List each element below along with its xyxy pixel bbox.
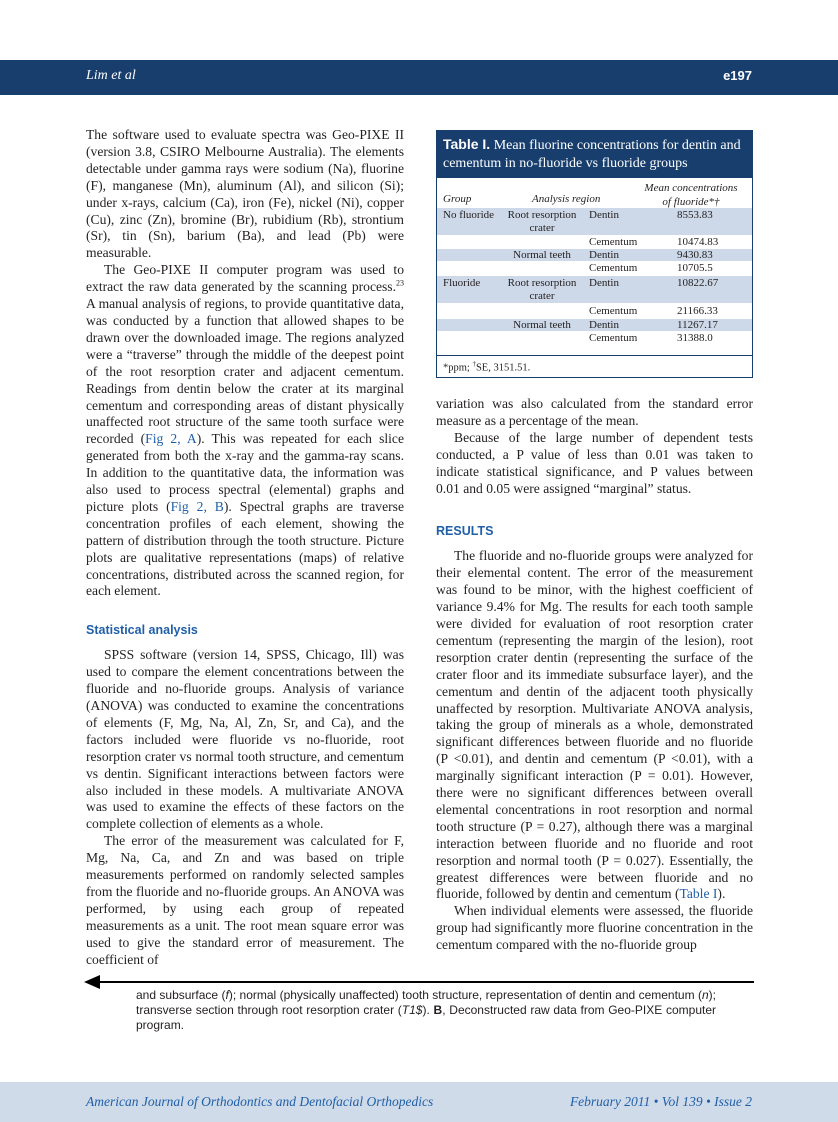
table-link[interactable]: Table I [679,886,718,902]
footnote-mark: † [472,360,476,368]
cell-region: Normal teeth [513,249,571,261]
paragraph: The error of the measurement was calculated for F, Mg, Na, Ca, and Zn and was based on triple measurements performed on randomly selected samples from the fluoride and no-fluoride groups. An ANOVA was performed, by using each group of repeated measurements as a unit. The root mean square error was used to give the standard error of measurement. The coefficient of [86,833,404,967]
cell-value: 8553.83 [677,209,713,221]
paragraph: Because of the large number of dependent tests conducted, a P value of less than 0.01 was taken to indicate statistical significance, and P values between 0.01 and 0.05 were assigned “marginal” status. [436,429,753,496]
table-1 [436,130,753,378]
cell-region: Root resorption crater [507,277,577,302]
cell-tissue: Cementum [589,262,638,274]
cell-value: 11267.17 [677,319,718,331]
caption-symbol: f [225,988,229,1002]
paragraph: variation was also calculated from the standard error measure as a percentage of the mean. [436,396,753,428]
text-run: ). [717,886,726,902]
header-line: of fluoride*† [662,196,720,208]
table-title: Mean fluorine concentrations for dentin and cementum in no-fluoride vs fluoride groups [443,138,741,171]
caption-symbol: T1$ [401,1003,423,1017]
text-run: The fluoride and no-fluoride groups were analyzed for their elemental content. The error of the measurement was found to be minor, with the highest coefficient of variance 9.4% for Mg. The results for each tooth sample were divided for evaluation of root resorption crater cementum (representing the margin of the lesion), root resorption crater dentin (representing the surface of the crater floor and its immediate subsurface layer), and the cementum and dentin of the adjacent tooth physically unaffected by resorption. Multivariate ANOVA analysis, taking the group of minerals as a whole, demonstrated significant differences between fluoride and no fluoride (P <0.01), and dentin and cementum (P <0.01), with a marginally significant interaction (P = 0.01). However, there were no significant differences between overall elemental concentrations in root resorption and normal tooth structure (P = 0.27), although there was a marginal interaction between fluoride and no fluoride and root resorption and normal tooth (P = 0.027). Essentially, the greatest differences were between fluoride and no fluoride, followed by dentin and cementum ( [436,548,753,902]
caption-panel-label: B [433,1003,443,1017]
journal-name: American Journal of Orthodontics and Dentofacial Orthopedics [86,1094,434,1109]
caption-text: , Deconstructed raw data from Geo-PIXE computer program. [136,1003,716,1032]
section-heading-results: RESULTS [436,524,494,539]
table-row [437,208,752,235]
arrow-head-icon [84,975,100,989]
text-run: ). Spectral graphs are traverse concentration profiles of each element, showing the pattern of distribution through the tooth structure. Picture plots are qualitative representations (maps) of relative concentrations, distributed across the scanned region, for each element. [86,498,404,599]
page-number: e197 [723,68,752,83]
cell-tissue: Dentin [589,249,619,261]
caption-text: ). [422,1003,434,1017]
cell-value: 9430.83 [677,249,713,261]
figure-link[interactable]: Fig 2, A [145,431,197,447]
table-row [437,236,752,248]
figure-caption [136,988,716,1033]
running-title: Lim et al [86,68,136,83]
table-footnote [437,355,752,377]
caption-text: and subsurface ( [136,988,226,1002]
right-column [436,396,753,954]
header-line: Mean concentrations [644,182,738,194]
cell-value: 10822.67 [677,277,719,289]
figure-link[interactable]: Fig 2, B [170,498,224,514]
paragraph [86,262,404,600]
cell-tissue: Cementum [589,236,638,248]
text-run: The Geo-PIXE II computer program was used to extract the raw data generated by the scanning process. [86,262,404,295]
table-row [437,332,752,344]
paragraph: SPSS software (version 14, SPSS, Chicago, Ill) was used to compare the element concentrations between the fluoride and no-fluoride groups. Analysis of variance (ANOVA) was conducted to examine the concentrations of elements (F, Mg, Na, Al, Zn, Sr, and Ca), and the factors included were fluoride vs no-fluoride, root resorption crater vs normal tooth structure, and cementum vs dentin. Significant interactions between factors were also included in these models. A multivariate ANOVA was used to examine the effects of these factors on the complete collection of elements as a whole. [86,647,404,832]
table-row [437,319,752,331]
cell-tissue: Dentin [589,319,619,331]
column-header-concentration [636,181,746,209]
cell-value: 31388.0 [677,332,713,344]
footnote-text: *ppm; [443,362,473,374]
table-caption [437,131,752,178]
cell-tissue: Dentin [589,209,619,221]
text-run: ). This was repeated for each slice generated from both the x-ray and the gamma-ray scans. In addition to the quantitative data, the information was also used to process spectral (elemental) graphs and picture plots ( [86,431,404,514]
caption-text: ); normal (physically unaffected) tooth structure, representation of dentin and cementum ( [228,988,702,1002]
citation-superscript[interactable]: 23 [396,278,404,288]
section-heading-statistical-analysis: Statistical analysis [86,623,198,638]
paragraph [436,548,753,903]
running-header [0,60,838,95]
left-column [86,127,404,969]
table-row [437,305,752,317]
paragraph: When individual elements were assessed, the fluoride group had significantly more fluorine concentration in the cementum compared with the no-fluoride group [436,903,753,953]
column-header-region: Analysis region [532,193,601,205]
cell-region: Normal teeth [513,319,571,331]
table-row [437,276,752,303]
caption-symbol: n [701,988,709,1002]
running-footer [0,1082,838,1122]
caption-text: ); transverse section through root resorption crater ( [136,988,717,1017]
cell-region: Root resorption crater [507,209,577,234]
table-body [437,178,752,348]
footnote-text: SE, 3151.51. [475,362,531,374]
table-row [437,249,752,261]
cell-group: Fluoride [443,277,481,289]
cell-value: 10474.83 [677,236,719,248]
column-header-group: Group [443,193,472,205]
table-row [437,262,752,274]
cell-tissue: Dentin [589,277,619,289]
cell-value: 10705.5 [677,262,713,274]
cell-tissue: Cementum [589,305,638,317]
cell-group: No fluoride [443,209,495,221]
paragraph: The software used to evaluate spectra was Geo-PIXE II (version 3.8, CSIRO Melbourne Australia). The elements detectable under gamma rays were sodium (Na), fluorine (F), manganese (Mn), aluminum (Al), and silicon (Si); under x-rays, calcium (Ca), iron (Fe), nickel (Ni), copper (Cu), zinc (Zn), bromine (Br), rubidium (Rb), strontium (Sr), tin (Sn), barium (Ba), and lead (Pb) were measurable. [86,127,404,261]
cell-tissue: Cementum [589,332,638,344]
issue-info: February 2011 • Vol 139 • Issue 2 [569,1094,752,1109]
text-run: A manual analysis of regions, to provide quantitative data, was conducted by a function that allowed shapes to be drawn over the downloaded image. The regions analyzed were a “traverse” through the middle of the deepest point of the root resorption crater and adjacent cementum. Readings from dentin below the crater at its marginal cementum and corresponding areas of distant physically unaffected root structure of the same tooth surface were recorded ( [86,296,404,447]
table-label: Table I. [443,136,491,152]
cell-value: 21166.33 [677,305,718,317]
